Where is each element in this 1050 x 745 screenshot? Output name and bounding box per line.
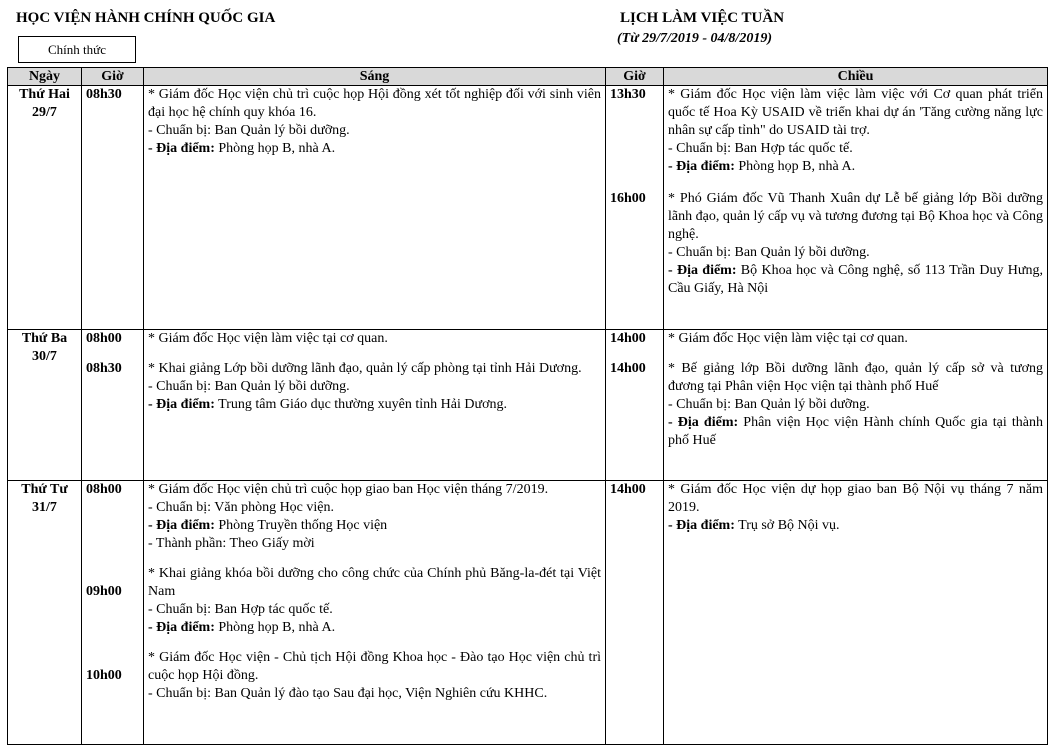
location-label: - Địa điểm: <box>668 518 735 533</box>
event-prep: - Chuẩn bị: Ban Quản lý bồi dưỡng. <box>668 245 870 260</box>
time-cell-pm <box>606 481 664 745</box>
day-name: Thứ Tư <box>21 482 68 497</box>
event-location <box>148 619 601 637</box>
event-item <box>668 190 1043 298</box>
event-prep: - Chuẩn bị: Ban Hợp tác quốc tế. <box>148 602 333 617</box>
morning-cell <box>144 86 606 330</box>
org-name: HỌC VIỆN HÀNH CHÍNH QUỐC GIA <box>16 10 276 26</box>
event-item <box>148 330 601 348</box>
date-range: (Từ 29/7/2019 - 04/8/2019) <box>617 31 772 46</box>
event-location <box>668 262 1043 298</box>
location-value: Phòng họp B, nhà A. <box>214 141 336 156</box>
time-cell-am <box>82 481 144 745</box>
event-prep: - Chuẩn bị: Ban Quản lý bồi dưỡng. <box>148 123 350 138</box>
table-header-row <box>8 68 1048 86</box>
event-desc: * Giám đốc Học viện chủ trì cuộc họp Hội đồng xét tốt nghiệp đối với sinh viên đại học hệ chính quy khóa 16. <box>148 87 601 120</box>
col-header-morning: Sáng <box>144 68 606 86</box>
event-item <box>668 86 1043 176</box>
event-desc: * Khai giảng Lớp bồi dưỡng lãnh đạo, quản lý cấp phòng tại tỉnh Hải Dương. <box>148 361 582 376</box>
time-cell-pm <box>606 86 664 330</box>
event-location <box>148 140 601 158</box>
time-label: 08h30 <box>86 87 122 102</box>
location-value: Phân viện Học viện Hành chính Quốc gia tại thành phố Huế <box>668 415 1043 448</box>
col-header-day: Ngày <box>8 68 82 86</box>
day-date: 30/7 <box>32 349 57 364</box>
col-header-time-am: Giờ <box>82 68 144 86</box>
day-name: Thứ Ba <box>21 331 68 346</box>
time-label: 08h00 <box>86 482 122 497</box>
location-value: Phòng Truyền thống Học viện <box>214 518 388 533</box>
morning-cell <box>144 330 606 481</box>
location-label: - Địa điểm: <box>668 263 737 278</box>
event-location <box>668 158 1043 176</box>
event-prep: - Chuẩn bị: Văn phòng Học viện. <box>148 500 334 515</box>
event-desc: * Giám đốc Học viện làm việc tại cơ quan. <box>148 331 388 346</box>
location-label: - Địa điểm: <box>148 518 215 533</box>
table-row <box>8 330 1048 481</box>
time-cell-pm <box>606 330 664 481</box>
location-value: Phòng họp B, nhà A. <box>214 620 336 635</box>
event-prep: - Chuẩn bị: Ban Quản lý bồi dưỡng. <box>668 397 870 412</box>
time-label: 10h00 <box>86 668 122 683</box>
event-desc: * Giám đốc Học viện dự họp giao ban Bộ Nội vụ tháng 7 năm 2019. <box>668 482 1043 515</box>
day-cell <box>8 330 82 481</box>
event-prep: - Chuẩn bị: Ban Quản lý đào tạo Sau đại học, Viện Nghiên cứu KHHC. <box>148 686 548 701</box>
time-cell-am <box>82 86 144 330</box>
event-desc: * Giám đốc Học viện - Chủ tịch Hội đồng Khoa học - Đào tạo Học viện chủ trì cuộc họp Hội đồng. <box>148 650 601 683</box>
time-label: 08h00 <box>86 331 122 346</box>
event-location <box>668 414 1043 450</box>
col-header-afternoon: Chiều <box>664 68 1048 86</box>
event-participants: - Thành phần: Theo Giấy mời <box>148 536 315 551</box>
event-location <box>148 396 601 414</box>
location-label: - Địa điểm: <box>668 415 739 430</box>
event-desc: * Giám đốc Học viện làm việc tại cơ quan. <box>668 331 908 346</box>
event-prep: - Chuẩn bị: Ban Hợp tác quốc tế. <box>668 141 853 156</box>
afternoon-cell <box>664 330 1048 481</box>
day-date: 31/7 <box>32 500 57 515</box>
event-item <box>668 330 1043 348</box>
col-header-time-pm: Giờ <box>606 68 664 86</box>
event-desc: * Giám đốc Học viện chủ trì cuộc họp giao ban Học viện tháng 7/2019. <box>148 482 549 497</box>
event-item <box>148 360 601 414</box>
day-cell <box>8 481 82 745</box>
event-item <box>668 360 1043 450</box>
time-label: 14h00 <box>610 482 646 497</box>
event-item <box>148 565 601 637</box>
time-label: 13h30 <box>610 87 646 102</box>
status-stamp: Chính thức <box>18 36 136 63</box>
afternoon-cell <box>664 86 1048 330</box>
time-label: 08h30 <box>86 361 122 376</box>
time-label: 16h00 <box>610 191 646 206</box>
time-label: 14h00 <box>610 361 646 376</box>
location-value: Bộ Khoa học và Công nghệ, số 113 Trần Duy Hưng, Cầu Giấy, Hà Nội <box>668 263 1043 296</box>
event-desc: * Bế giảng lớp Bồi dưỡng lãnh đạo, quản lý cấp sở và tương đương tại Phân viện Học viện tại thành phố Huế <box>668 361 1043 394</box>
time-cell-am <box>82 330 144 481</box>
table-row <box>8 481 1048 745</box>
day-cell <box>8 86 82 330</box>
event-item <box>668 481 1043 535</box>
event-desc: * Khai giảng khóa bồi dưỡng cho công chức của Chính phủ Băng-la-đét tại Việt Nam <box>148 566 601 599</box>
table-row <box>8 86 1048 330</box>
event-prep: - Chuẩn bị: Ban Quản lý bồi dưỡng. <box>148 379 350 394</box>
event-item <box>148 86 601 158</box>
location-label: - Địa điểm: <box>148 397 215 412</box>
event-desc: * Phó Giám đốc Vũ Thanh Xuân dự Lễ bế giảng lớp Bồi dưỡng lãnh đạo, quản lý cấp vụ và tương đương tại Bộ Khoa học và Công nghệ. <box>668 191 1043 242</box>
location-label: - Địa điểm: <box>148 141 215 156</box>
schedule-table <box>7 67 1048 745</box>
time-label: 09h00 <box>86 584 122 599</box>
page-title: LỊCH LÀM VIỆC TUẦN <box>620 10 785 26</box>
time-label: 14h00 <box>610 331 646 346</box>
location-label: - Địa điểm: <box>148 620 215 635</box>
location-value: Phòng họp B, nhà A. <box>734 159 856 174</box>
day-name: Thứ Hai <box>19 87 70 102</box>
location-value: Trụ sở Bộ Nội vụ. <box>734 518 840 533</box>
event-item <box>148 649 601 703</box>
location-label: - Địa điểm: <box>668 159 735 174</box>
afternoon-cell <box>664 481 1048 745</box>
morning-cell <box>144 481 606 745</box>
day-date: 29/7 <box>32 105 57 120</box>
location-value: Trung tâm Giáo dục thường xuyên tỉnh Hải Dương. <box>214 397 507 412</box>
event-location <box>668 517 1043 535</box>
event-item <box>148 481 601 553</box>
event-location <box>148 517 601 535</box>
event-desc: * Giám đốc Học viện làm việc làm việc với Cơ quan phát triển quốc tế Hoa Kỳ USAID về triển khai dự án 'Tăng cường năng lực nhân sự cấp tỉnh" do USAID tài trợ. <box>668 87 1043 138</box>
